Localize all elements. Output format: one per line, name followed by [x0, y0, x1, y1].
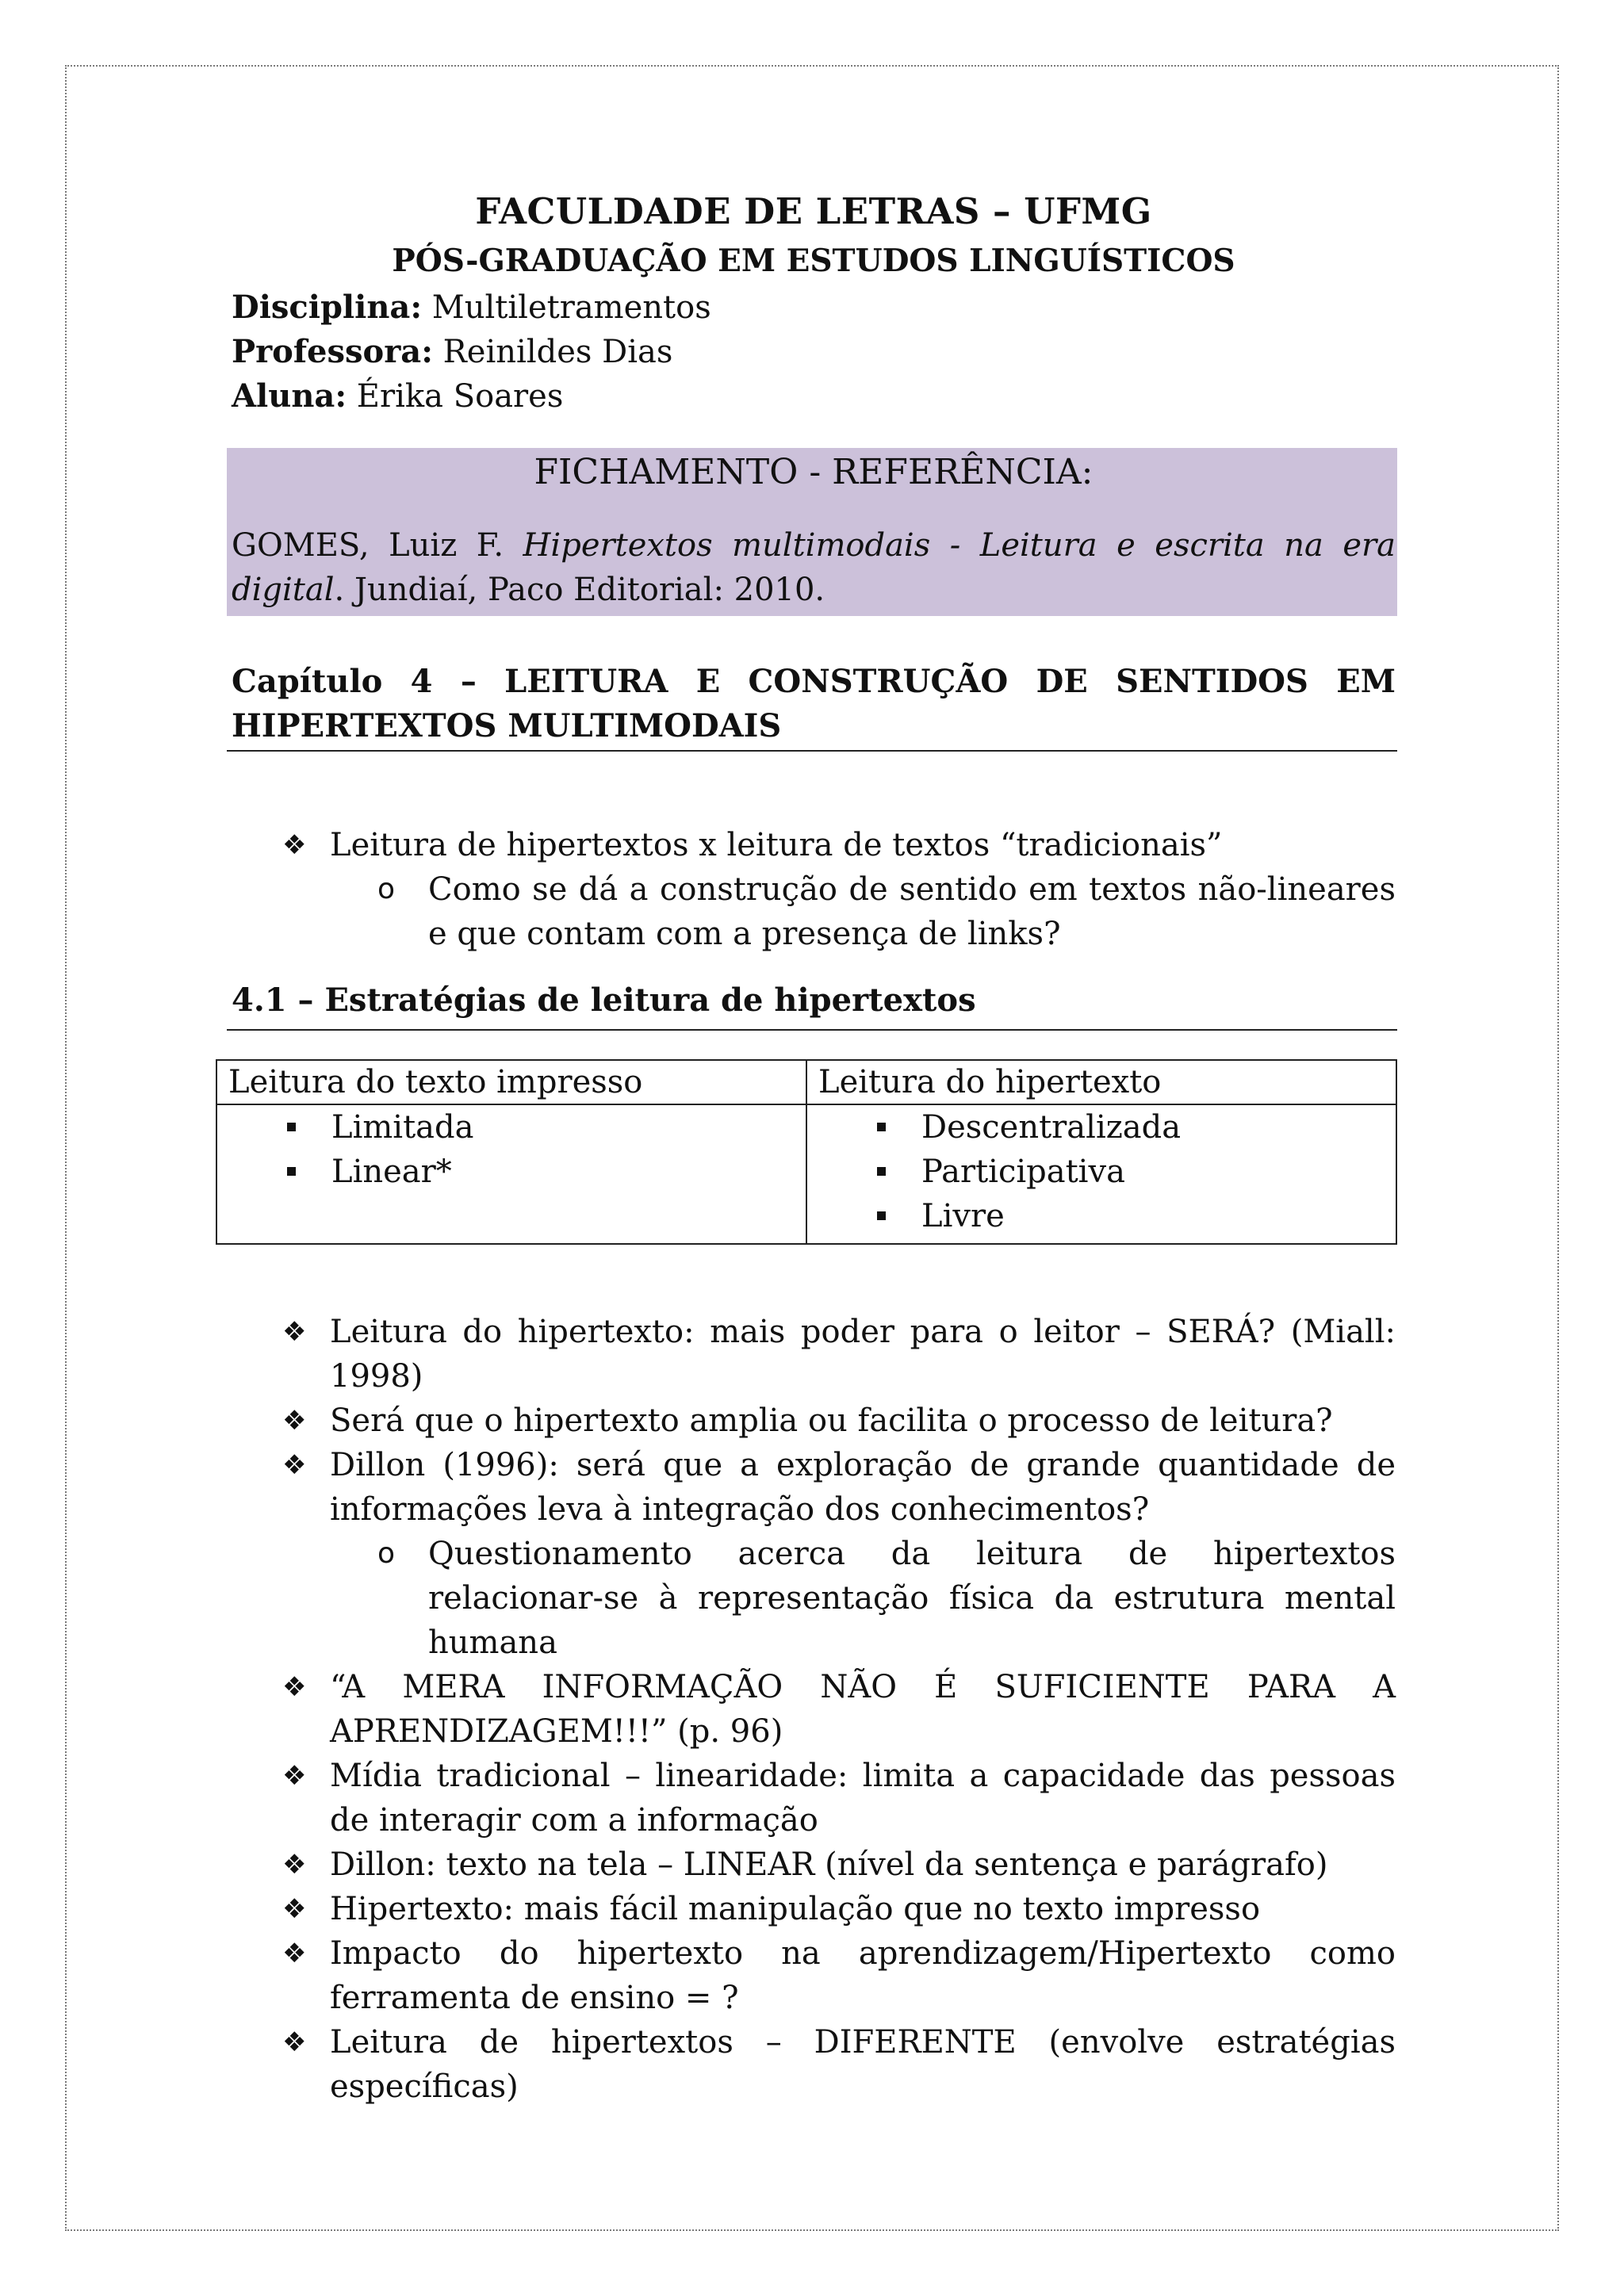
table-header-cell: Leitura do texto impresso: [216, 1060, 806, 1104]
course-value: Multiletramentos: [422, 289, 711, 326]
diamond-bullet-icon: ❖: [282, 1671, 307, 1703]
diamond-bullet-icon: ❖: [282, 1893, 307, 1925]
citation-publication: . Jundiaí, Paco Editorial: 2010.: [334, 572, 825, 608]
bullet-line: Mídia tradicional – linearidade: limita a capacidade das pessoas: [330, 1758, 1396, 1794]
bullet-line: Leitura de hipertextos – DIFERENTE (envolve estratégias: [330, 2024, 1396, 2061]
student-line: [232, 377, 563, 415]
chapter-word: LEITURA: [504, 663, 668, 700]
bullet-line: Leitura do hipertexto: mais poder para o leitor – SERÁ? (Miall:: [330, 1314, 1396, 1350]
professor-label: Professora:: [232, 333, 433, 370]
bullet-line: Dillon: texto na tela – LINEAR (nível da sentença e parágrafo): [330, 1846, 1328, 1883]
institution-title: FACULDADE DE LETRAS – UFMG: [475, 190, 1152, 232]
student-label: Aluna:: [232, 377, 347, 415]
bullet-line: 1998): [330, 1358, 423, 1395]
sub-bullet-line: relacionar-se à representação física da estrutura mental: [428, 1580, 1396, 1617]
list-item-text: Participativa: [921, 1154, 1125, 1190]
circle-bullet-icon: o: [377, 1537, 396, 1570]
chapter-word: CONSTRUÇÃO: [748, 663, 1009, 700]
chapter-heading: [232, 660, 1396, 748]
bullet-line: Dillon (1996): será que a exploração de grande quantidade de: [330, 1447, 1396, 1483]
sub-bullet-line: humana: [428, 1624, 557, 1661]
list-item-text: Livre: [921, 1198, 1005, 1234]
bullet-line: “A MERA INFORMAÇÃO NÃO É SUFICIENTE PARA A: [330, 1669, 1396, 1705]
sub-bullet-line: Questionamento acerca da leitura de hipertextos: [428, 1536, 1396, 1572]
square-bullet-icon: [287, 1167, 296, 1176]
bullet-line: informações leva à integração dos conhecimentos?: [330, 1491, 1150, 1528]
chapter-heading-line2: HIPERTEXTOS MULTIMODAIS: [232, 707, 782, 744]
section-underline: [227, 1029, 1397, 1031]
bullet-line: Hipertexto: mais fácil manipulação que no texto impresso: [330, 1891, 1261, 1927]
diamond-bullet-icon: ❖: [282, 1760, 307, 1792]
square-bullet-icon: [877, 1123, 886, 1131]
chapter-word: DE: [1036, 663, 1088, 700]
professor-line: [232, 333, 672, 370]
list-item-text: Limitada: [331, 1109, 474, 1146]
list-item: [228, 1105, 795, 1150]
diamond-bullet-icon: ❖: [282, 1849, 307, 1881]
program-title: PÓS-GRADUAÇÃO EM ESTUDOS LINGUÍSTICOS: [392, 243, 1235, 279]
professor-value: Reinildes Dias: [432, 334, 673, 370]
intro-bullet: Leitura de hipertextos x leitura de textos “tradicionais”: [330, 827, 1223, 863]
square-bullet-icon: [877, 1167, 886, 1176]
table-header-cell: Leitura do hipertexto: [806, 1060, 1396, 1104]
diamond-bullet-icon: ❖: [282, 1405, 307, 1437]
bullet-line: APRENDIZAGEM!!!” (p. 96): [330, 1713, 783, 1750]
table-header-row: [216, 1060, 1396, 1104]
list-item-text: Descentralizada: [921, 1109, 1182, 1146]
chapter-word: EM: [1336, 663, 1396, 700]
table-cell-printed: [216, 1104, 806, 1244]
bullet-line: Impacto do hipertexto na aprendizagem/Hipertexto como: [330, 1935, 1396, 1972]
chapter-word: –: [460, 663, 477, 700]
chapter-word: Capítulo: [232, 663, 383, 700]
course-line: [232, 289, 711, 326]
table-cell-hypertext: [806, 1104, 1396, 1244]
chapter-word: E: [695, 663, 721, 700]
table-row: [216, 1104, 1396, 1244]
section-title: 4.1 – Estratégias de leitura de hipertextos: [232, 982, 976, 1019]
comparison-table: [216, 1059, 1397, 1245]
chapter-heading-line1: [232, 660, 1396, 704]
list-item-text: Linear*: [331, 1154, 452, 1190]
list-item: [818, 1194, 1385, 1238]
reference-citation: [232, 523, 1396, 612]
chapter-word: 4: [410, 663, 433, 700]
bullet-line: específicas): [330, 2068, 519, 2105]
diamond-bullet-icon: ❖: [282, 2026, 307, 2058]
student-value: Érika Soares: [347, 378, 564, 415]
course-label: Disciplina:: [232, 289, 423, 326]
diamond-bullet-icon: ❖: [282, 1316, 307, 1348]
intro-sub-line2: e que contam com a presença de links?: [428, 916, 1061, 952]
bullet-line: ferramenta de ensino = ?: [330, 1980, 739, 2016]
intro-sub-line1: Como se dá a construção de sentido em textos não-lineares: [428, 871, 1396, 908]
circle-bullet-icon: o: [377, 873, 396, 905]
bullet-line: Será que o hipertexto amplia ou facilita o processo de leitura?: [330, 1402, 1333, 1439]
list-item: [818, 1150, 1385, 1194]
square-bullet-icon: [877, 1211, 886, 1220]
diamond-bullet-icon: ❖: [282, 829, 307, 861]
list-item: [228, 1150, 795, 1194]
list-item: [818, 1105, 1385, 1150]
square-bullet-icon: [287, 1123, 296, 1131]
bullet-line: de interagir com a informação: [330, 1802, 818, 1839]
diamond-bullet-icon: ❖: [282, 1449, 307, 1481]
chapter-word: SENTIDOS: [1116, 663, 1308, 700]
citation-author: GOMES, Luiz F.: [232, 527, 523, 564]
reference-title: FICHAMENTO - REFERÊNCIA:: [534, 452, 1094, 492]
chapter-underline: [227, 750, 1397, 752]
citation-book-title: Hipertextos multimodais - Leitura e escrita na era digital: [232, 527, 1396, 608]
diamond-bullet-icon: ❖: [282, 1938, 307, 1969]
